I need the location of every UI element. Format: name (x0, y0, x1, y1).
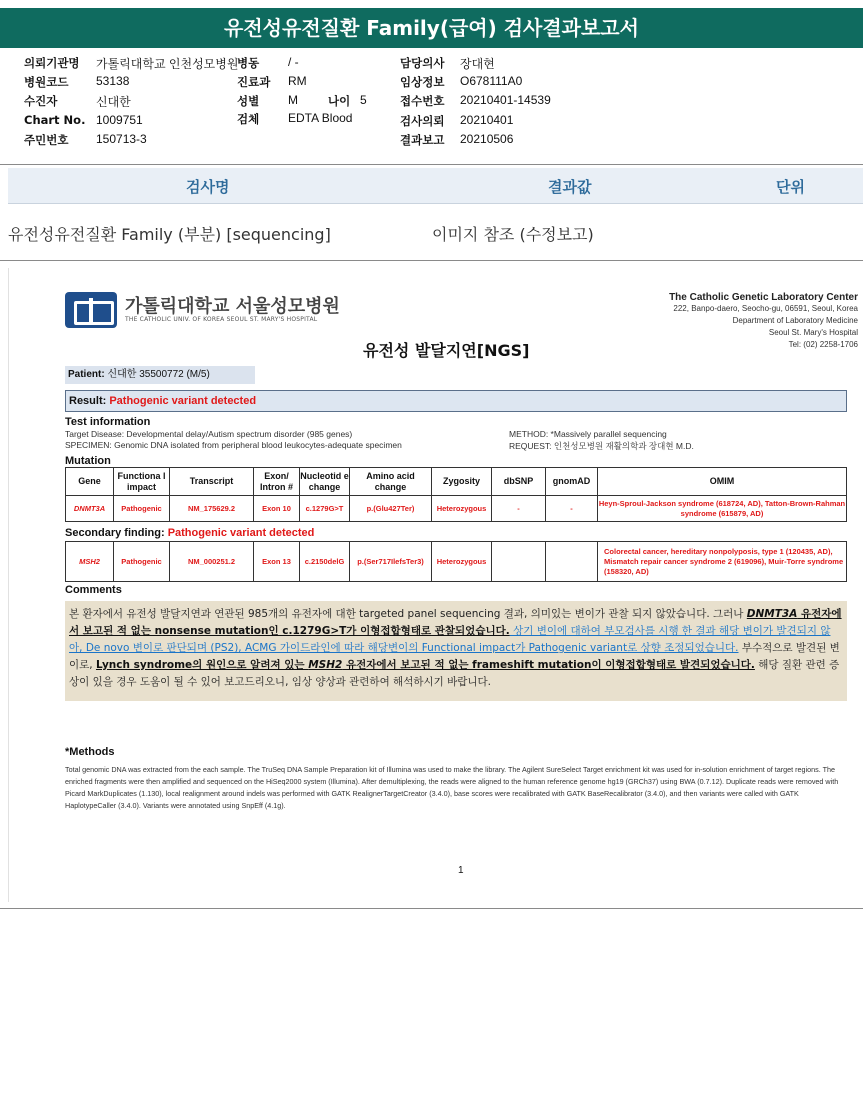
comments-box (65, 601, 847, 701)
test-result-cell: 이미지 참조 (수정보고) (432, 225, 594, 244)
table-header: Exon/ Intron # (254, 468, 300, 496)
patient-bar-value: 신대한 35500772 (M/5) (107, 369, 210, 380)
rrn-label: 주민번호 (24, 133, 69, 147)
patient-bar-label: Patient: (68, 369, 105, 380)
table-header: OMIM (598, 468, 847, 496)
sex-value: M (288, 93, 298, 107)
table-header: Zygosity (432, 468, 492, 496)
hospital-code-label: 병원코드 (24, 75, 69, 89)
target-disease: Target Disease: Developmental delay/Autism spectrum disorder (985 genes) (65, 429, 353, 439)
test-info-heading: Test information (65, 416, 151, 428)
specimen-value: EDTA Blood (288, 111, 353, 125)
report-image (8, 268, 863, 902)
result-label: Result: (69, 395, 107, 407)
page-number: 1 (458, 865, 464, 876)
lab-address-line: Tel: (02) 2258-1706 (788, 340, 858, 349)
table-row (66, 496, 847, 522)
lab-address-line: Seoul St. Mary's Hospital (768, 328, 858, 337)
mutation-heading: Mutation (65, 455, 111, 467)
table-cell: Colorectal cancer, hereditary nonpolyposis, type 1 (120435, AD), Mismatch repair cancer syndrome 2 (619096), Muir-Torre syndrome (158320, AD) (598, 542, 847, 582)
report-date-label: 결과보고 (400, 133, 445, 147)
hospital-name-kr: 가톨릭대학교 서울성모병원 (125, 296, 340, 317)
comment-highlight-text: 유전자에서 보고된 적 없는 frameshift mutation이 이형접합형태로 발견되었습니다. (342, 659, 755, 671)
table-cell: p.(Glu427Ter) (350, 496, 432, 522)
sex-label: 성별 (237, 94, 260, 108)
hospital-name-en: THE CATHOLIC UNIV. OF KOREA SEOUL ST. MARY'S HOSPITAL (125, 316, 318, 323)
table-header: Nucleotid e change (300, 468, 350, 496)
divider (0, 260, 863, 261)
table-cell: Pathogenic (114, 496, 170, 522)
table-cell: Heyn-Sproul-Jackson syndrome (618724, AD), Tatton-Brown-Rahman syndrome (615879, AD) (598, 496, 847, 522)
result-bar (65, 390, 847, 412)
lab-name: The Catholic Genetic Laboratory Center (669, 292, 858, 303)
table-header: Gene (66, 468, 114, 496)
report-title: 유전성유전질환 Family(급여) 검사결과보고서 (0, 8, 863, 48)
result-table-header (8, 168, 863, 204)
table-header: gnomAD (546, 468, 598, 496)
table-cell: p.(Ser717IlefsTer3) (350, 542, 432, 582)
comment-text: 부수적으로 발견된 변이로, (69, 642, 840, 671)
lab-address-line: Department of Laboratory Medicine (732, 316, 858, 325)
test-name-cell: 유전성유전질환 Family (부분) [sequencing] (8, 225, 331, 244)
method-text: METHOD: *Massively parallel sequencing (509, 429, 667, 439)
hospital-label: 의뢰기관명 (24, 56, 80, 70)
patient-info-panel (0, 50, 863, 164)
request-date-label: 검사의뢰 (400, 114, 445, 128)
request-date-value: 20210401 (460, 113, 514, 127)
patient-label: 수진자 (24, 94, 58, 108)
table-cell: - (546, 496, 598, 522)
patient-bar (65, 366, 255, 384)
comment-highlight-text: 유전자에서 보고된 적 없는 nonsense mutation인 c.1279G>T가 이형접합형태로 관찰되었습니다. (69, 608, 842, 637)
table-cell: Exon 13 (254, 542, 300, 582)
table-cell: NM_000251.2 (170, 542, 254, 582)
age-label: 나이 (328, 94, 351, 108)
table-row (66, 542, 847, 582)
doctor-value: 장대현 (460, 57, 495, 71)
divider (0, 908, 863, 909)
secondary-finding-heading (65, 527, 314, 539)
table-cell: c.2150delG (300, 542, 350, 582)
table-cell: NM_175629.2 (170, 496, 254, 522)
column-test-name: 검사명 (186, 178, 230, 196)
table-header: Transcript (170, 468, 254, 496)
table-header: dbSNP (492, 468, 546, 496)
column-result: 결과값 (548, 178, 592, 196)
chart-value: 1009751 (96, 113, 143, 127)
table-header: Functiona l impact (114, 468, 170, 496)
methods-heading: *Methods (65, 746, 115, 758)
lab-address-block (669, 292, 858, 351)
patient-value: 신대한 (96, 95, 131, 109)
clinical-value: O678111A0 (460, 74, 523, 88)
lab-address-line: 222, Banpo-daero, Seocho-gu, 06591, Seoul, Korea (673, 304, 858, 313)
table-cell: Heterozygous (432, 496, 492, 522)
column-unit: 단위 (776, 178, 805, 196)
chart-label: Chart No. (24, 113, 86, 127)
request-text: REQUEST: 인천성모병원 재활의학과 장대현 M.D. (509, 441, 694, 451)
table-cell: Pathogenic (114, 542, 170, 582)
table-cell: c.1279G>T (300, 496, 350, 522)
table-cell (546, 542, 598, 582)
dept-label: 진료과 (237, 75, 271, 89)
mutation-table (65, 467, 847, 522)
secondary-table (65, 541, 847, 582)
gene-name: DNMT3A (746, 608, 798, 620)
specimen-label: 검체 (237, 112, 260, 126)
table-cell: DNMT3A (66, 496, 114, 522)
comment-text: 해당 질환 관련 증상이 있을 경우 도움이 될 수 있어 보고드리오니, 임상 양상과 관련하여 해석하시기 바랍니다. (69, 659, 840, 688)
age-value: 5 (360, 93, 367, 107)
specimen-text: SPECIMEN: Genomic DNA isolated from peripheral blood leukocytes-adequate specimen (65, 440, 402, 450)
receipt-label: 접수번호 (400, 94, 445, 108)
hospital-logo-icon (65, 292, 117, 328)
divider (0, 164, 863, 165)
comment-highlight-text: Lynch syndrome의 원인으로 알려져 있는 (95, 659, 309, 671)
comments-heading: Comments (65, 584, 122, 596)
report-heading: 유전성 발달지연[NGS] (363, 341, 530, 360)
hospital-code-value: 53138 (96, 74, 130, 88)
clinical-label: 임상정보 (400, 75, 445, 89)
table-header: Amino acid change (350, 468, 432, 496)
secondary-finding-label: Secondary finding: (65, 527, 165, 539)
table-row (0, 218, 863, 248)
secondary-finding-value: Pathogenic variant detected (167, 527, 315, 539)
table-cell (492, 542, 546, 582)
table-cell: Exon 10 (254, 496, 300, 522)
gene-name: MSH2 (308, 659, 343, 671)
hospital-value: 가톨릭대학교 인천성모병원 (96, 57, 239, 71)
table-cell: - (492, 496, 546, 522)
table-cell: Heterozygous (432, 542, 492, 582)
receipt-value: 20210401-14539 (460, 93, 551, 107)
comment-highlight (96, 659, 755, 671)
ward-label: 병동 (237, 56, 260, 70)
comment-text: 본 환자에서 유전성 발달지연과 연관된 985개의 유전자에 대한 targeted panel sequencing 결과, 의미있는 변이가 관찰 되지 않았습니다. 그러나 (69, 608, 747, 620)
methods-text: Total genomic DNA was extracted from the each sample. The TruSeq DNA Sample Preparation kit of Illumina was used to make the library. The Agilent SureSelect Target enrichment kit was used for in-solution enrichment of target regions. The enriched fragments were then amplified and sequenced on the HiSeq2000 system (Illumina). After demultiplexing, the reads were aligned to the human reference genome hg19 (GRCh37) using BWA (0.7.12). Duplicate reads were removed with Picard MarkDuplicates (1.130), local realignment around indels was performed with GATK RealignerTargetCreator (3.4.0), base scores were recalibrated with GATK BaseRecalibrator (3.4.0), and then variants were called with GATK HaplotypeCaller (3.4.0). Variants were annotated using SnpEff (4.1g). (65, 765, 839, 810)
dept-value: RM (288, 74, 307, 88)
comment-blue-text: 상기 변이에 대하여 부모검사를 시행 한 결과 해당 변이가 발견되지 않아, De novo 변이로 판단되며 (PS2), ACMG 가이드라인에 따라 해당변이의 Functional impact가 Pathogenic variant로 상향 조정되었습니다. (69, 625, 831, 654)
result-value: Pathogenic variant detected (109, 395, 257, 407)
ward-value: / - (288, 55, 299, 69)
rrn-value: 150713-3 (96, 132, 147, 146)
report-date-value: 20210506 (460, 132, 514, 146)
table-cell: MSH2 (66, 542, 114, 582)
doctor-label: 담당의사 (400, 56, 445, 70)
